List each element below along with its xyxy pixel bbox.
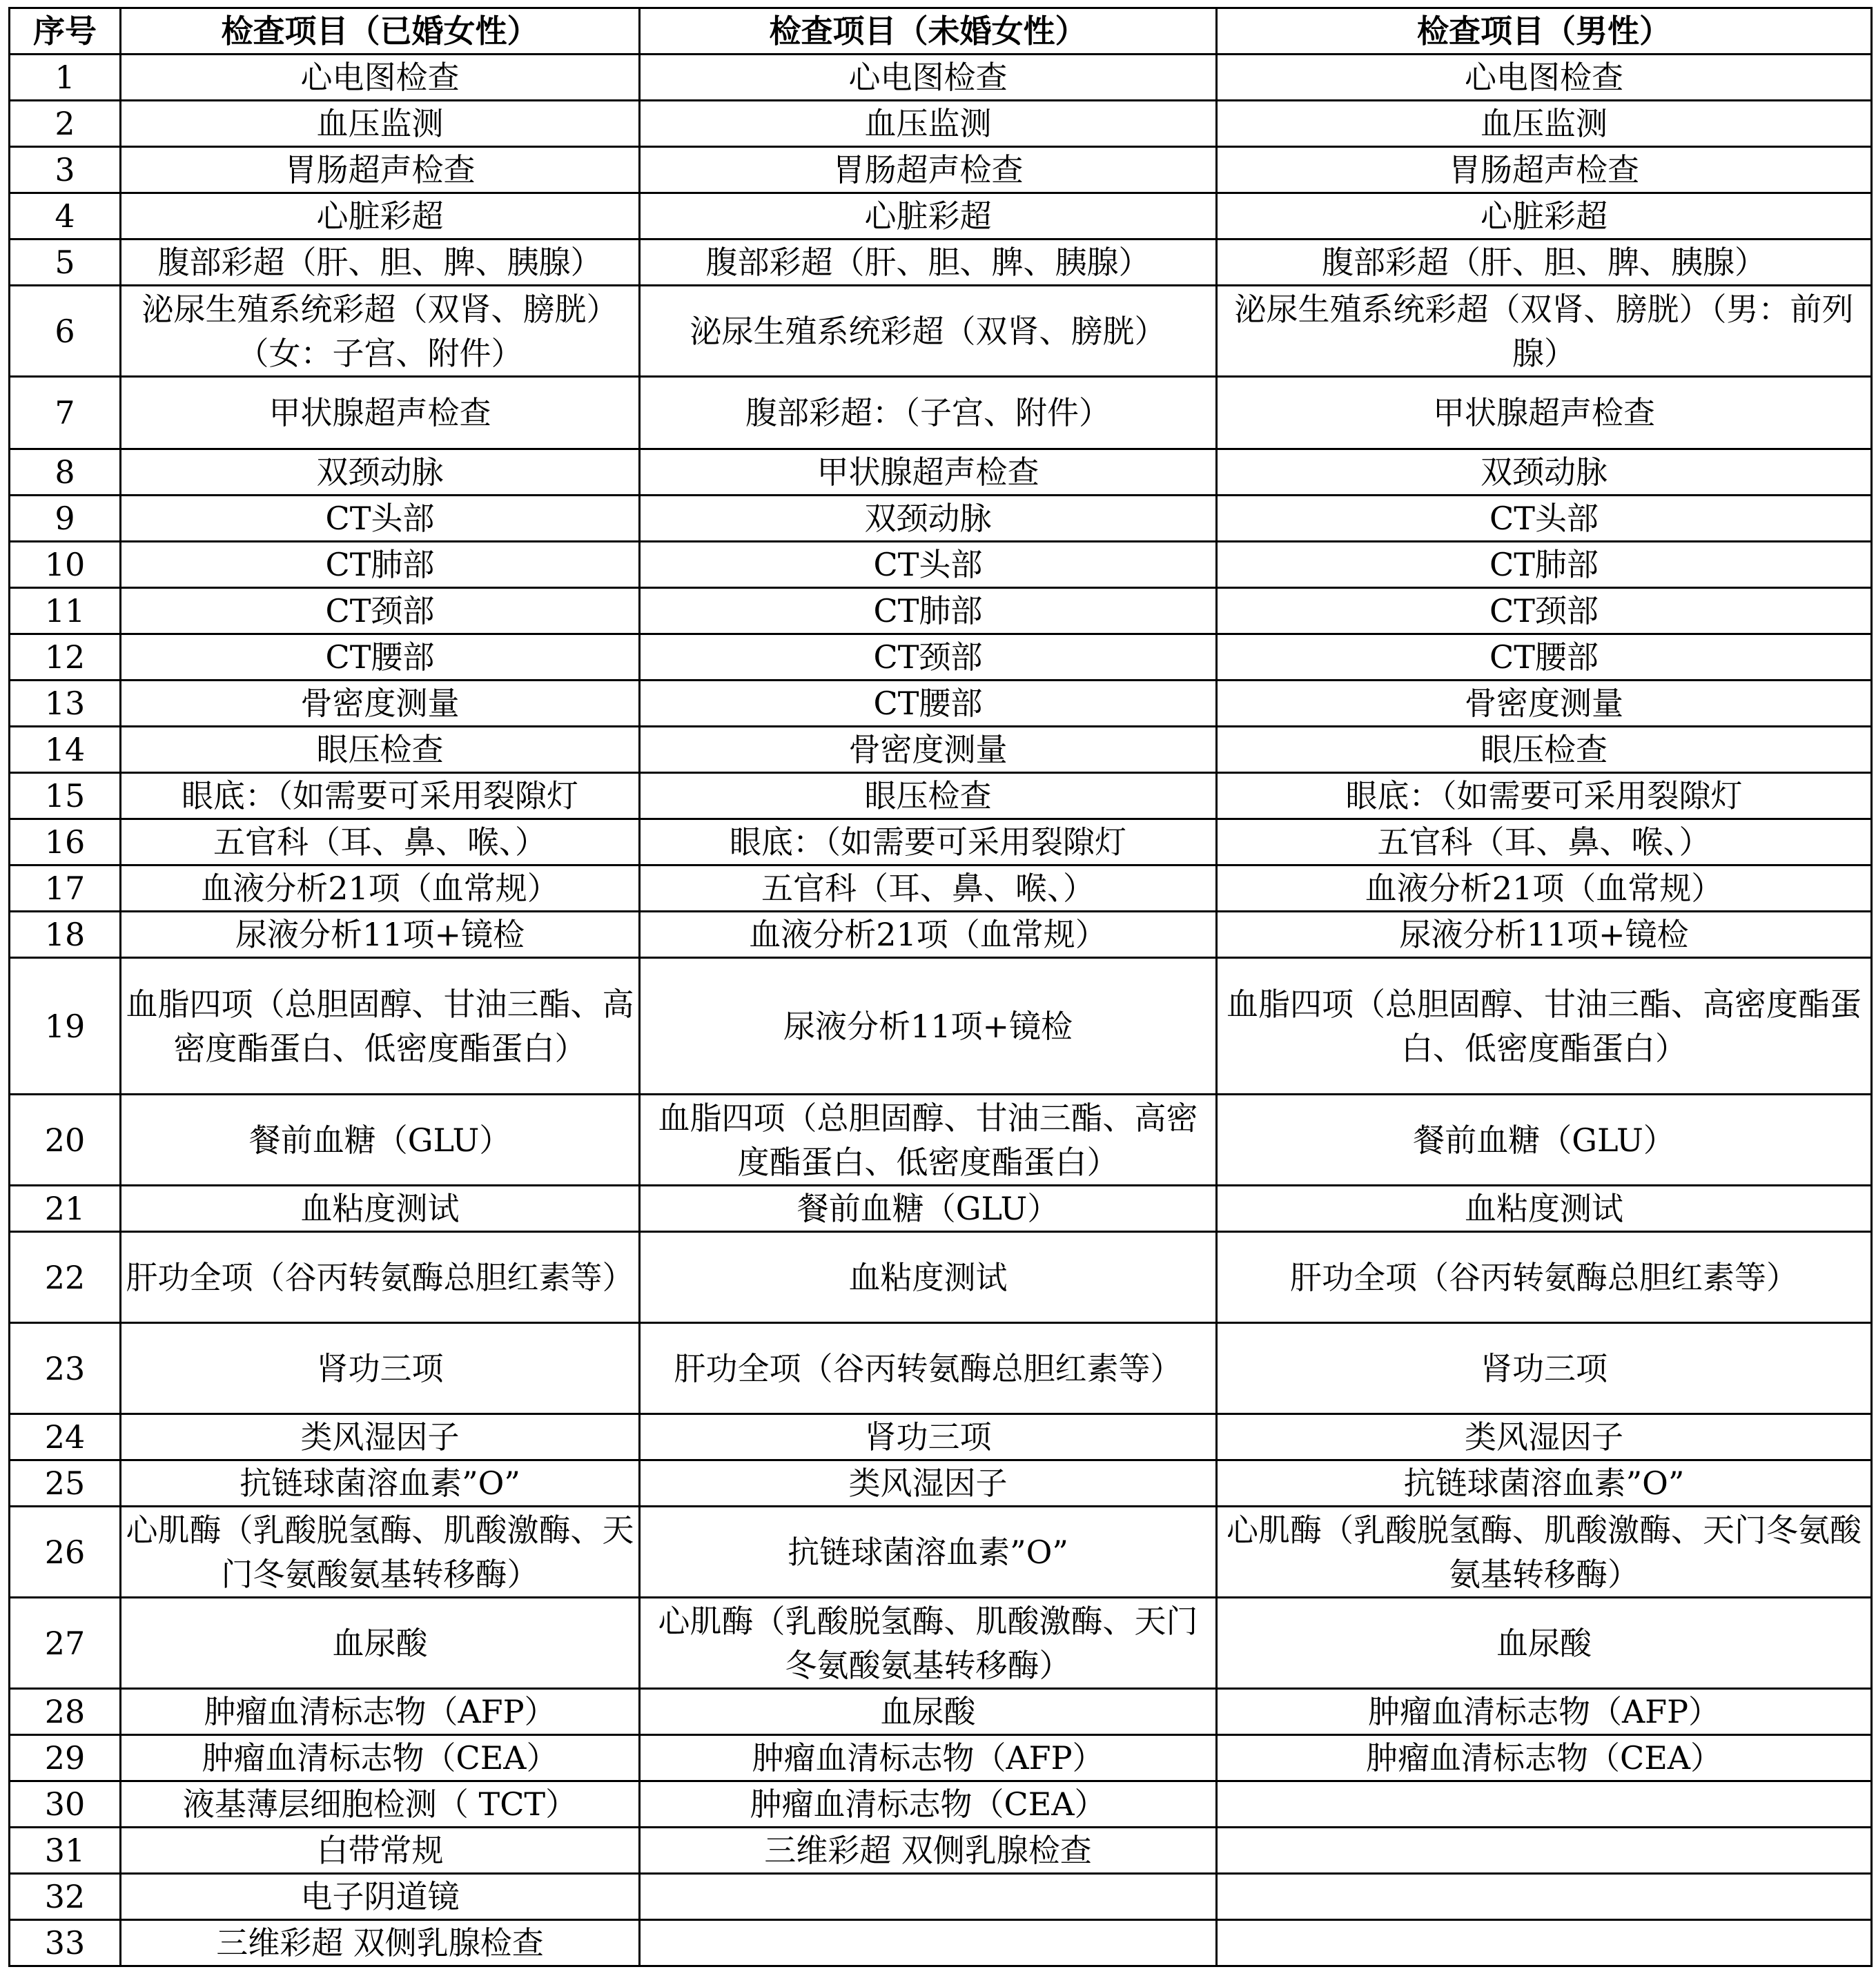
cell-no: 33 [10, 1920, 121, 1966]
cell-unmarried-female: 腹部彩超：（子宫、附件） [640, 377, 1217, 449]
cell-male: 肿瘤血清标志物（CEA） [1217, 1735, 1872, 1781]
cell-no: 13 [10, 681, 121, 727]
cell-male: 尿液分析11项+镜检 [1217, 912, 1872, 958]
cell-married-female: 五官科（耳、鼻、喉、） [121, 819, 640, 865]
cell-male [1217, 1781, 1872, 1828]
cell-unmarried-female: 血液分析21项（血常规） [640, 912, 1217, 958]
cell-unmarried-female: 甲状腺超声检查 [640, 449, 1217, 496]
table-row [10, 449, 1872, 496]
cell-male: 类风湿因子 [1217, 1414, 1872, 1460]
cell-no: 8 [10, 449, 121, 496]
cell-married-female: 肾功三项 [121, 1323, 640, 1414]
cell-male: CT头部 [1217, 496, 1872, 542]
table-row [10, 193, 1872, 239]
table-row [10, 55, 1872, 101]
cell-unmarried-female: 泌尿生殖系统彩超（双肾、膀胱） [640, 286, 1217, 377]
cell-married-female: 血压监测 [121, 101, 640, 147]
table-row [10, 239, 1872, 286]
cell-no: 21 [10, 1186, 121, 1232]
cell-married-female: CT头部 [121, 496, 640, 542]
cell-married-female: 心肌酶（乳酸脱氢酶、肌酸激酶、天门冬氨酸氨基转移酶） [121, 1507, 640, 1598]
table-row [10, 101, 1872, 147]
cell-married-female: 肿瘤血清标志物（CEA） [121, 1735, 640, 1781]
cell-unmarried-female: 肝功全项（谷丙转氨酶总胆红素等） [640, 1323, 1217, 1414]
cell-married-female: 心脏彩超 [121, 193, 640, 239]
cell-male: 五官科（耳、鼻、喉、） [1217, 819, 1872, 865]
cell-unmarried-female: 血粘度测试 [640, 1232, 1217, 1323]
cell-no: 27 [10, 1598, 121, 1689]
cell-unmarried-female: 尿液分析11项+镜检 [640, 958, 1217, 1095]
cell-no: 9 [10, 496, 121, 542]
cell-married-female: 肝功全项（谷丙转氨酶总胆红素等） [121, 1232, 640, 1323]
cell-unmarried-female: 五官科（耳、鼻、喉、） [640, 865, 1217, 912]
table-row [10, 542, 1872, 588]
cell-married-female: 血脂四项（总胆固醇、甘油三酯、高密度酯蛋白、低密度酯蛋白） [121, 958, 640, 1095]
table-row [10, 1735, 1872, 1781]
cell-male: 胃肠超声检查 [1217, 147, 1872, 193]
cell-married-female: CT腰部 [121, 634, 640, 681]
table-row [10, 1186, 1872, 1232]
cell-no: 29 [10, 1735, 121, 1781]
cell-married-female: 肿瘤血清标志物（AFP） [121, 1689, 640, 1735]
cell-no: 10 [10, 542, 121, 588]
cell-married-female: 电子阴道镜 [121, 1874, 640, 1920]
cell-no: 30 [10, 1781, 121, 1828]
cell-no: 32 [10, 1874, 121, 1920]
cell-unmarried-female: 血压监测 [640, 101, 1217, 147]
cell-unmarried-female: 肿瘤血清标志物（CEA） [640, 1781, 1217, 1828]
cell-unmarried-female: 肾功三项 [640, 1414, 1217, 1460]
cell-male: 泌尿生殖系统彩超（双肾、膀胱）（男：前列腺） [1217, 286, 1872, 377]
cell-no: 1 [10, 55, 121, 101]
table-row [10, 681, 1872, 727]
cell-unmarried-female: 肿瘤血清标志物（AFP） [640, 1735, 1217, 1781]
cell-unmarried-female: 双颈动脉 [640, 496, 1217, 542]
header-male: 检查项目（男性） [1217, 8, 1872, 55]
cell-married-female: 骨密度测量 [121, 681, 640, 727]
table-row [10, 1920, 1872, 1966]
cell-unmarried-female: 抗链球菌溶血素”O” [640, 1507, 1217, 1598]
cell-married-female: 眼底：（如需要可采用裂隙灯 [121, 773, 640, 819]
table-row [10, 1095, 1872, 1186]
cell-male: 骨密度测量 [1217, 681, 1872, 727]
table-row [10, 1781, 1872, 1828]
cell-unmarried-female: 骨密度测量 [640, 727, 1217, 773]
cell-unmarried-female: 眼压检查 [640, 773, 1217, 819]
cell-no: 25 [10, 1460, 121, 1507]
cell-male: 心电图检查 [1217, 55, 1872, 101]
cell-male: CT腰部 [1217, 634, 1872, 681]
cell-married-female: 胃肠超声检查 [121, 147, 640, 193]
cell-male: 血尿酸 [1217, 1598, 1872, 1689]
table-row [10, 377, 1872, 449]
cell-no: 17 [10, 865, 121, 912]
cell-no: 12 [10, 634, 121, 681]
table-row [10, 1232, 1872, 1323]
cell-married-female: 尿液分析11项+镜检 [121, 912, 640, 958]
cell-no: 3 [10, 147, 121, 193]
cell-male: 肿瘤血清标志物（AFP） [1217, 1689, 1872, 1735]
table-row [10, 912, 1872, 958]
table-row [10, 958, 1872, 1095]
cell-male: 眼压检查 [1217, 727, 1872, 773]
table-row [10, 496, 1872, 542]
cell-no: 14 [10, 727, 121, 773]
cell-male [1217, 1874, 1872, 1920]
cell-no: 11 [10, 588, 121, 634]
cell-unmarried-female: 血尿酸 [640, 1689, 1217, 1735]
cell-married-female: 类风湿因子 [121, 1414, 640, 1460]
exam-items-table [8, 7, 1873, 1967]
cell-male: 血脂四项（总胆固醇、甘油三酯、高密度酯蛋白、低密度酯蛋白） [1217, 958, 1872, 1095]
header-unmarried-female: 检查项目（未婚女性） [640, 8, 1217, 55]
cell-male [1217, 1828, 1872, 1874]
cell-unmarried-female: 心脏彩超 [640, 193, 1217, 239]
cell-male: 血液分析21项（血常规） [1217, 865, 1872, 912]
table-row [10, 1828, 1872, 1874]
table-row [10, 588, 1872, 634]
header-row [10, 8, 1872, 55]
cell-male: 心肌酶（乳酸脱氢酶、肌酸激酶、天门冬氨酸氨基转移酶） [1217, 1507, 1872, 1598]
table-row [10, 634, 1872, 681]
cell-married-female: 眼压检查 [121, 727, 640, 773]
cell-unmarried-female: 腹部彩超（肝、胆、脾、胰腺） [640, 239, 1217, 286]
cell-male: 双颈动脉 [1217, 449, 1872, 496]
cell-married-female: 血尿酸 [121, 1598, 640, 1689]
cell-married-female: 抗链球菌溶血素”O” [121, 1460, 640, 1507]
table-row [10, 1414, 1872, 1460]
cell-no: 7 [10, 377, 121, 449]
cell-no: 4 [10, 193, 121, 239]
cell-married-female: 腹部彩超（肝、胆、脾、胰腺） [121, 239, 640, 286]
cell-married-female: 餐前血糖（GLU） [121, 1095, 640, 1186]
table-row [10, 727, 1872, 773]
cell-unmarried-female [640, 1874, 1217, 1920]
cell-no: 19 [10, 958, 121, 1095]
cell-unmarried-female: 胃肠超声检查 [640, 147, 1217, 193]
header-married-female: 检查项目（已婚女性） [121, 8, 640, 55]
cell-unmarried-female: 餐前血糖（GLU） [640, 1186, 1217, 1232]
cell-no: 31 [10, 1828, 121, 1874]
cell-unmarried-female: CT腰部 [640, 681, 1217, 727]
table-row [10, 819, 1872, 865]
table-row [10, 1323, 1872, 1414]
cell-male: 心脏彩超 [1217, 193, 1872, 239]
cell-married-female: 泌尿生殖系统彩超（双肾、膀胱）（女：子宫、附件） [121, 286, 640, 377]
table-row [10, 773, 1872, 819]
table-row [10, 147, 1872, 193]
cell-no: 15 [10, 773, 121, 819]
table-row [10, 1598, 1872, 1689]
cell-male: 餐前血糖（GLU） [1217, 1095, 1872, 1186]
cell-male: 眼底：（如需要可采用裂隙灯 [1217, 773, 1872, 819]
cell-unmarried-female: 眼底：（如需要可采用裂隙灯 [640, 819, 1217, 865]
cell-married-female: CT肺部 [121, 542, 640, 588]
cell-male: 血压监测 [1217, 101, 1872, 147]
cell-no: 16 [10, 819, 121, 865]
table-row [10, 1689, 1872, 1735]
cell-male: CT肺部 [1217, 542, 1872, 588]
table-row [10, 1874, 1872, 1920]
cell-no: 2 [10, 101, 121, 147]
cell-unmarried-female: 心肌酶（乳酸脱氢酶、肌酸激酶、天门冬氨酸氨基转移酶） [640, 1598, 1217, 1689]
cell-no: 6 [10, 286, 121, 377]
table-row [10, 1507, 1872, 1598]
cell-unmarried-female: 类风湿因子 [640, 1460, 1217, 1507]
cell-married-female: 三维彩超 双侧乳腺检查 [121, 1920, 640, 1966]
table-row [10, 865, 1872, 912]
cell-no: 28 [10, 1689, 121, 1735]
cell-unmarried-female: CT肺部 [640, 588, 1217, 634]
cell-no: 24 [10, 1414, 121, 1460]
cell-married-female: 甲状腺超声检查 [121, 377, 640, 449]
cell-no: 23 [10, 1323, 121, 1414]
cell-male: 抗链球菌溶血素”O” [1217, 1460, 1872, 1507]
cell-married-female: 血液分析21项（血常规） [121, 865, 640, 912]
cell-married-female: 液基薄层细胞检测（ TCT） [121, 1781, 640, 1828]
cell-unmarried-female [640, 1920, 1217, 1966]
cell-male: CT颈部 [1217, 588, 1872, 634]
cell-no: 26 [10, 1507, 121, 1598]
cell-male: 血粘度测试 [1217, 1186, 1872, 1232]
cell-no: 22 [10, 1232, 121, 1323]
cell-married-female: 双颈动脉 [121, 449, 640, 496]
table-row [10, 286, 1872, 377]
cell-unmarried-female: 血脂四项（总胆固醇、甘油三酯、高密度酯蛋白、低密度酯蛋白） [640, 1095, 1217, 1186]
cell-no: 18 [10, 912, 121, 958]
cell-married-female: 血粘度测试 [121, 1186, 640, 1232]
cell-married-female: 白带常规 [121, 1828, 640, 1874]
cell-male: 腹部彩超（肝、胆、脾、胰腺） [1217, 239, 1872, 286]
cell-male: 肝功全项（谷丙转氨酶总胆红素等） [1217, 1232, 1872, 1323]
cell-no: 5 [10, 239, 121, 286]
cell-unmarried-female: CT颈部 [640, 634, 1217, 681]
header-no: 序号 [10, 8, 121, 55]
cell-male [1217, 1920, 1872, 1966]
cell-married-female: CT颈部 [121, 588, 640, 634]
cell-unmarried-female: CT头部 [640, 542, 1217, 588]
cell-unmarried-female: 心电图检查 [640, 55, 1217, 101]
cell-no: 20 [10, 1095, 121, 1186]
table-row [10, 1460, 1872, 1507]
table-body [10, 55, 1872, 1966]
cell-male: 甲状腺超声检查 [1217, 377, 1872, 449]
cell-unmarried-female: 三维彩超 双侧乳腺检查 [640, 1828, 1217, 1874]
cell-male: 肾功三项 [1217, 1323, 1872, 1414]
cell-married-female: 心电图检查 [121, 55, 640, 101]
